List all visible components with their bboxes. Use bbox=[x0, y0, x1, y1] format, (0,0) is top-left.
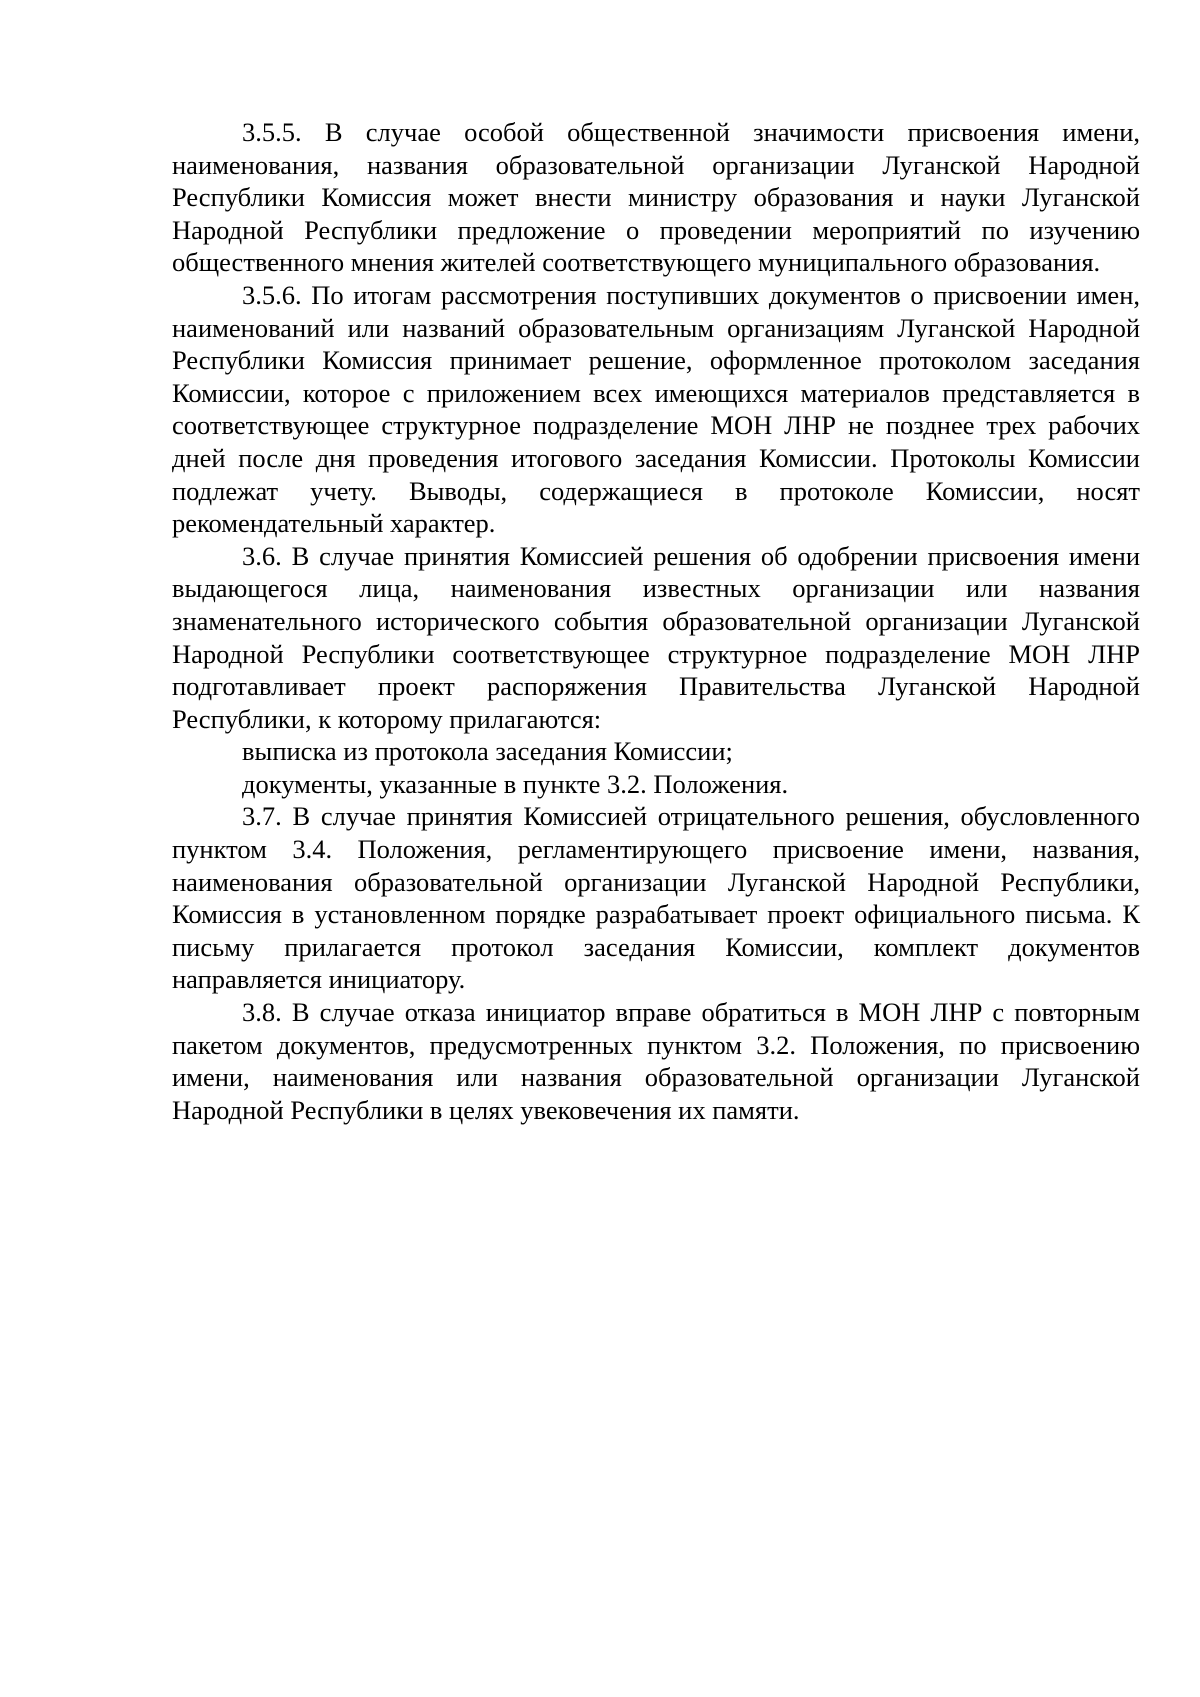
list-item-documents: документы, указанные в пункте 3.2. Положения. bbox=[242, 768, 789, 799]
paragraph-3-5-6: 3.5.6. По итогам рассмотрения поступивших документов о присвоении имен, наименований или названий образовательным организациям Луганской Народной Республики Комиссия принимает решение, оформленное протоколом заседания Комиссии, которое с приложением всех имеющихся материалов представляется в соответствующее структурное подразделение МОН ЛНР не позднее трех рабочих дней после дня проведения итогового заседания Комиссии. Протоколы Комиссии подлежат учету. Выводы, содержащиеся в протоколе Комиссии, носят рекомендательный характер. bbox=[172, 279, 1140, 539]
paragraph-3-7: 3.7. В случае принятия Комиссией отрицательного решения, обусловленного пунктом 3.4. Положения, регламентирующего присвоение имени, названия, наименования образовательной организации Луганской Народной Республики, Комиссия в установленном порядке разрабатывает проект официального письма. К письму прилагается протокол заседания Комиссии, комплект документов направляется инициатору. bbox=[172, 801, 1140, 995]
paragraph-3-6: 3.6. В случае принятия Комиссией решения об одобрении присвоения имени выдающегося лица, наименования известных организации или названия знаменательного исторического события образовательной организации Луганской Народной Республики соответствующее структурное подразделение МОН ЛНР подготавливает проект распоряжения Правительства Луганской Народной Республики, к которому прилагаются: bbox=[172, 540, 1140, 734]
document-body bbox=[172, 116, 1140, 1126]
list-item-protocol-extract: выписка из протокола заседания Комиссии; bbox=[242, 736, 733, 767]
paragraph-3-5-5: 3.5.5. В случае особой общественной значимости присвоения имени, наименования, названия образовательной организации Луганской Народной Республики Комиссия может внести министру образования и науки Луганской Народной Республики предложение о проведении мероприятий по изучению общественного мнения жителей соответствующего муниципального образования. bbox=[172, 117, 1140, 278]
paragraph-3-8: 3.8. В случае отказа инициатор вправе обратиться в МОН ЛНР с повторным пакетом документов, предусмотренных пунктом 3.2. Положения, по присвоению имени, наименования или названия образовательной организации Луганской Народной Республики в целях увековечения их памяти. bbox=[172, 997, 1140, 1125]
